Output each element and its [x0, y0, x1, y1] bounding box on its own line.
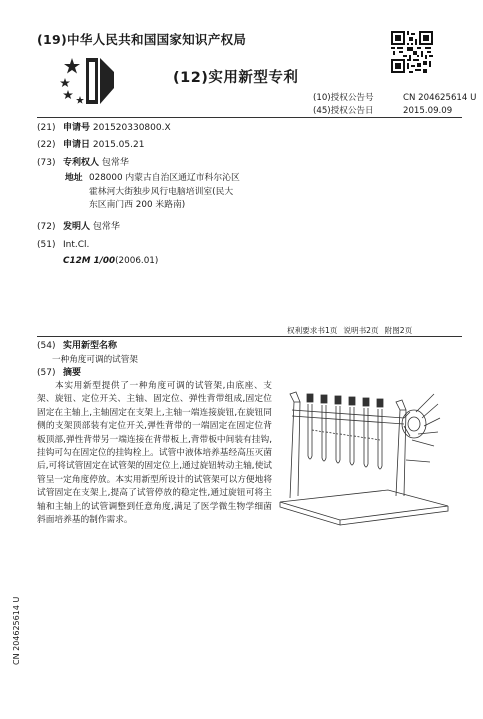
description-pages: 说明书2页 — [343, 326, 379, 335]
publication-date-label: (45)授权公告日 — [313, 106, 374, 116]
ipc-classification — [37, 238, 89, 252]
field-value: 包常华 — [92, 222, 120, 232]
document-page-counts — [287, 325, 418, 336]
patentee — [37, 156, 129, 170]
section-divider — [37, 336, 462, 337]
abstract-heading — [37, 366, 81, 380]
ipc-class-value — [63, 256, 158, 266]
field-code: (72) — [37, 222, 56, 232]
utility-model-name — [37, 339, 117, 353]
publication-number-value: CN 204625614 U — [403, 93, 477, 103]
address-label: 地址 — [65, 173, 83, 183]
publication-date-row — [313, 104, 452, 116]
publication-number-row — [313, 91, 476, 103]
side-publication-number: CN 204625614 U — [12, 596, 21, 665]
document-type: (12)实用新型专利 — [173, 70, 299, 86]
field-code: (22) — [37, 140, 56, 150]
qr-code — [391, 31, 433, 73]
field-code: (21) — [37, 123, 56, 133]
field-label: 申请日 — [63, 140, 91, 150]
address-line: 028000 内蒙古自治区通辽市科尔沁区 — [89, 173, 240, 183]
claims-pages: 权利要求书1页 — [287, 326, 338, 335]
office-emblem-icon — [58, 52, 130, 110]
field-value: 包常华 — [101, 158, 129, 168]
header-divider — [37, 117, 462, 118]
field-label: 发明人 — [63, 222, 91, 232]
drawings-pages: 附图2页 — [384, 326, 413, 335]
utility-model-title: 一种角度可调的试管架 — [52, 355, 138, 365]
field-value: 201520330800.X — [92, 123, 171, 133]
field-value: 2015.05.21 — [92, 140, 145, 150]
publication-number-label: (10)授权公告号 — [313, 93, 374, 103]
field-code: (57) — [37, 368, 56, 378]
ipc-year: (2006.01) — [115, 256, 159, 266]
field-code: (73) — [37, 158, 56, 168]
ipc-class: C12M 1/00 — [63, 256, 116, 266]
address-line: 东区南门西 200 米路南) — [89, 200, 186, 210]
field-code: (51) — [37, 240, 56, 250]
application-number — [37, 121, 171, 135]
field-label: 申请号 — [63, 123, 91, 133]
field-label: Int.Cl. — [63, 240, 90, 250]
field-code: (54) — [37, 341, 56, 351]
field-label: 专利权人 — [63, 158, 100, 168]
application-date — [37, 138, 144, 152]
test-tube-rack-drawing — [278, 370, 450, 530]
patentee-address — [65, 172, 240, 213]
abstract-text: 本实用新型提供了一种角度可调的试管架,由底座、支架、旋钮、定位开关、主轴、固定位、弹性背带组成,固定位固定在主轴上,主轴固定在支架上,主轴一端连接旋钮,在旋钮同侧的支架顶部装有定位开关,弹性背带的一端固定在固定位背板顶部,弹性背带另一端连接在背带板上,背带板中间装有挂钩,挂钩可勾在固定位的挂钩栓上。试管中液体培养基经高压灭菌后,可将试管固定在试管架的固定位上,通过旋钮转动主轴,使试管呈一定角度停放。本实用新型所设计的试管架可以方便地将试管固定在支架上,提高了试管停放的稳定性,通过旋钮可将主轴和主轴上的试管调整到任意角度,满足了医学微生物学细菌斜面培养基的制作需求。 — [37, 381, 272, 526]
field-label: 摘要 — [63, 368, 82, 378]
inventor — [37, 220, 120, 234]
publication-date-value: 2015.09.09 — [403, 106, 453, 116]
address-line: 霍林河大街独步风行电脑培训室(民大 — [89, 186, 234, 197]
office-name: (19)中华人民共和国国家知识产权局 — [37, 32, 247, 47]
field-label: 实用新型名称 — [63, 341, 118, 351]
